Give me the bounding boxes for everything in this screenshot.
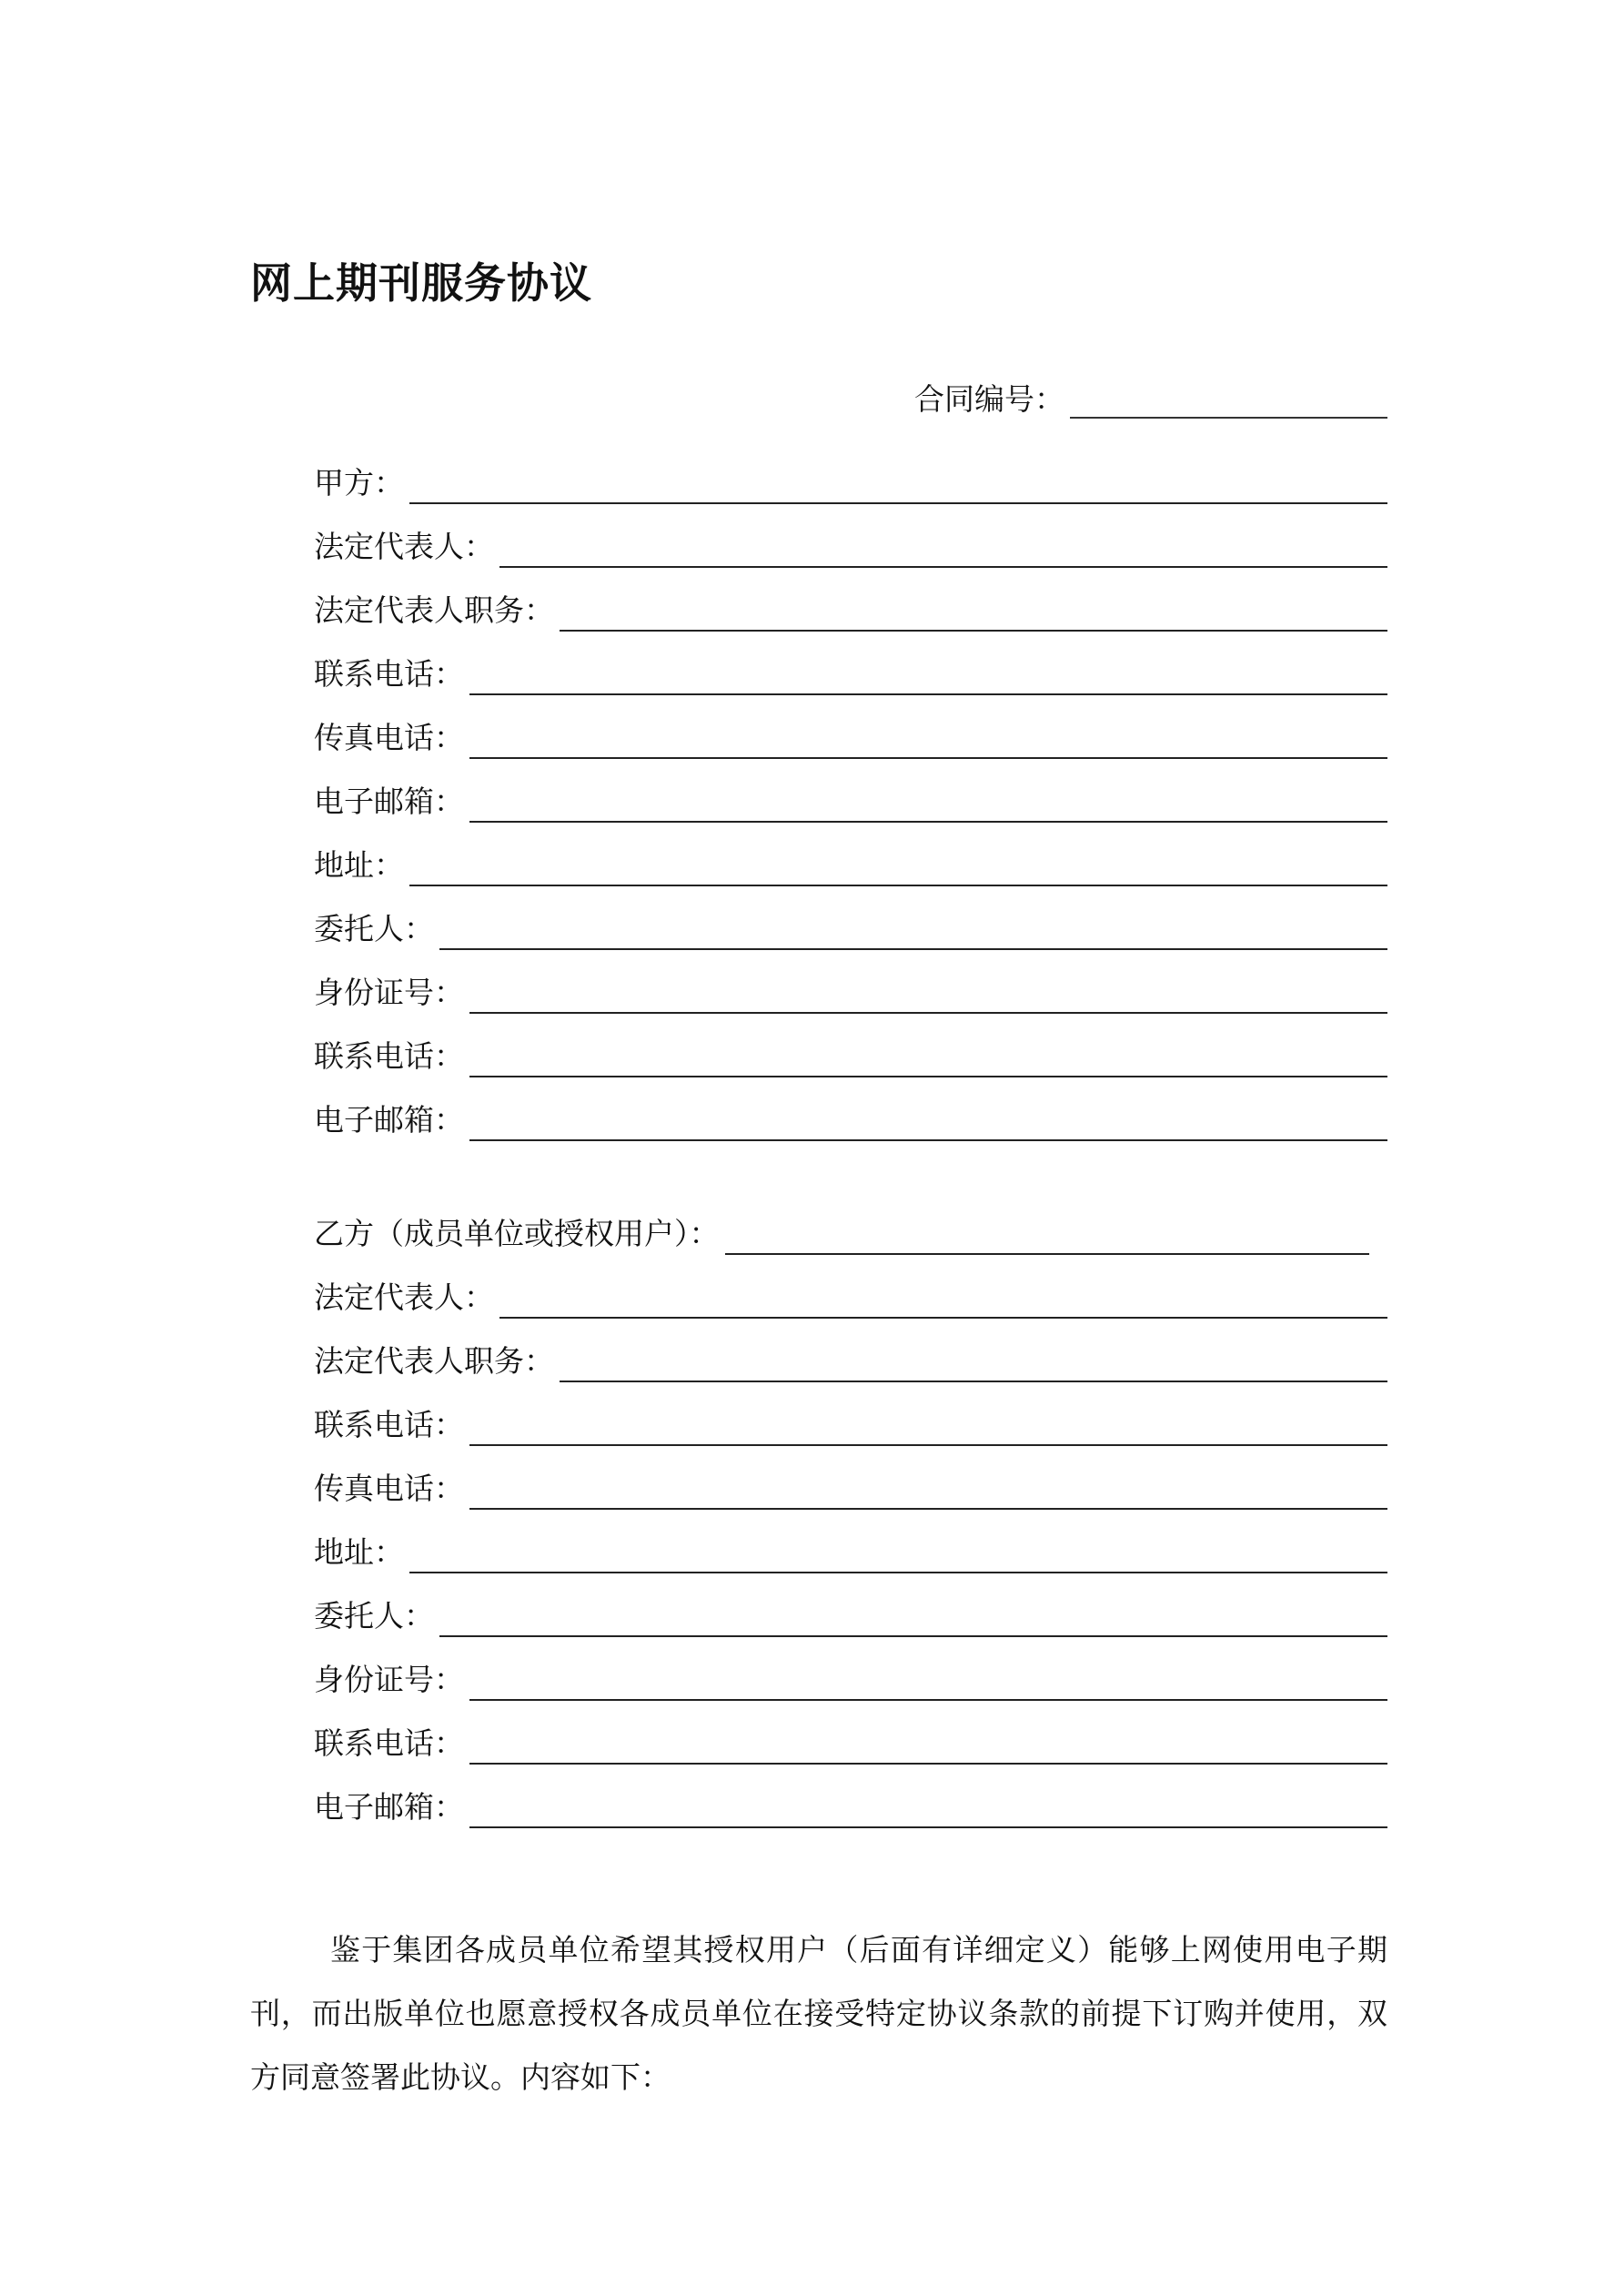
field-label: 传真电话： [314, 720, 464, 755]
field-label: 联系电话： [314, 1407, 464, 1442]
fill-blank[interactable] [469, 777, 1387, 823]
fill-blank[interactable] [469, 1401, 1387, 1446]
field-label: 法定代表人： [314, 529, 494, 564]
party-b-row-fax [314, 1446, 1387, 1510]
preamble-paragraph: 鉴于集团各成员单位希望其授权用户（后面有详细定义）能够上网使用电子期刊，而出版单位也愿意授权各成员单位在接受特定协议条款的前提下订购并使用，双方同意签署此协议。内容如下： [250, 1932, 1387, 2095]
fill-blank[interactable] [469, 1655, 1387, 1701]
party-b-row-name [314, 1191, 1387, 1255]
fill-blank[interactable] [469, 713, 1387, 759]
field-label: 乙方（成员单位或授权用户）： [314, 1216, 720, 1251]
party-a-row-id-number [314, 950, 1387, 1014]
field-label: 身份证号： [314, 1662, 464, 1697]
party-a-row-fax [314, 695, 1387, 759]
field-label: 传真电话： [314, 1471, 464, 1506]
fill-blank[interactable] [409, 1528, 1387, 1573]
fill-blank[interactable] [469, 1464, 1387, 1510]
party-a-section [314, 440, 1387, 1141]
fill-blank[interactable] [469, 1032, 1387, 1077]
party-a-row-agent [314, 886, 1387, 950]
party-a-row-name [314, 440, 1387, 504]
party-b-row-agent-email [314, 1765, 1387, 1828]
field-label: 电子邮箱： [314, 1102, 464, 1138]
field-label: 电子邮箱： [314, 784, 464, 819]
field-label: 联系电话： [314, 1038, 464, 1074]
fill-blank[interactable] [469, 1719, 1387, 1765]
field-label: 联系电话： [314, 1725, 464, 1761]
field-label: 身份证号： [314, 975, 464, 1010]
field-label: 委托人： [314, 911, 434, 946]
party-b-row-agent-phone [314, 1701, 1387, 1765]
contract-number-blank[interactable] [1070, 380, 1387, 419]
fill-blank[interactable] [409, 459, 1387, 504]
fill-blank[interactable] [409, 841, 1387, 886]
field-label: 法定代表人职务： [314, 1343, 554, 1379]
party-a-row-phone [314, 632, 1387, 695]
party-b-row-phone [314, 1382, 1387, 1446]
party-b-row-address [314, 1510, 1387, 1573]
party-b-row-id-number [314, 1637, 1387, 1701]
party-a-row-email [314, 759, 1387, 823]
party-b-row-legal-rep [314, 1255, 1387, 1319]
field-label: 联系电话： [314, 656, 464, 692]
party-a-row-agent-phone [314, 1014, 1387, 1077]
party-a-row-legal-rep [314, 504, 1387, 568]
fill-blank[interactable] [469, 1783, 1387, 1828]
fill-blank[interactable] [469, 968, 1387, 1014]
party-a-row-address [314, 823, 1387, 886]
field-label: 法定代表人： [314, 1279, 494, 1315]
party-a-row-legal-rep-title [314, 568, 1387, 632]
field-label: 法定代表人职务： [314, 592, 554, 628]
field-label: 地址： [314, 1534, 404, 1570]
document-title: 网上期刊服务协议 [250, 258, 592, 308]
fill-blank[interactable] [725, 1209, 1370, 1255]
party-b-row-agent [314, 1573, 1387, 1637]
fill-blank[interactable] [469, 1096, 1387, 1141]
party-a-row-agent-email [314, 1077, 1387, 1141]
field-label: 电子邮箱： [314, 1789, 464, 1825]
fill-blank[interactable] [439, 905, 1387, 950]
fill-blank[interactable] [499, 1273, 1387, 1319]
field-label: 委托人： [314, 1598, 434, 1633]
fill-blank[interactable] [499, 522, 1387, 568]
contract-number-label: 合同编号： [914, 381, 1064, 417]
fill-blank[interactable] [439, 1592, 1387, 1637]
party-b-section [314, 1191, 1387, 1828]
fill-blank[interactable] [469, 650, 1387, 695]
party-b-row-legal-rep-title [314, 1319, 1387, 1382]
fill-blank[interactable] [560, 586, 1387, 632]
contract-number-field [914, 373, 1387, 419]
field-label: 甲方： [314, 465, 404, 501]
fill-blank[interactable] [560, 1337, 1387, 1382]
field-label: 地址： [314, 847, 404, 883]
